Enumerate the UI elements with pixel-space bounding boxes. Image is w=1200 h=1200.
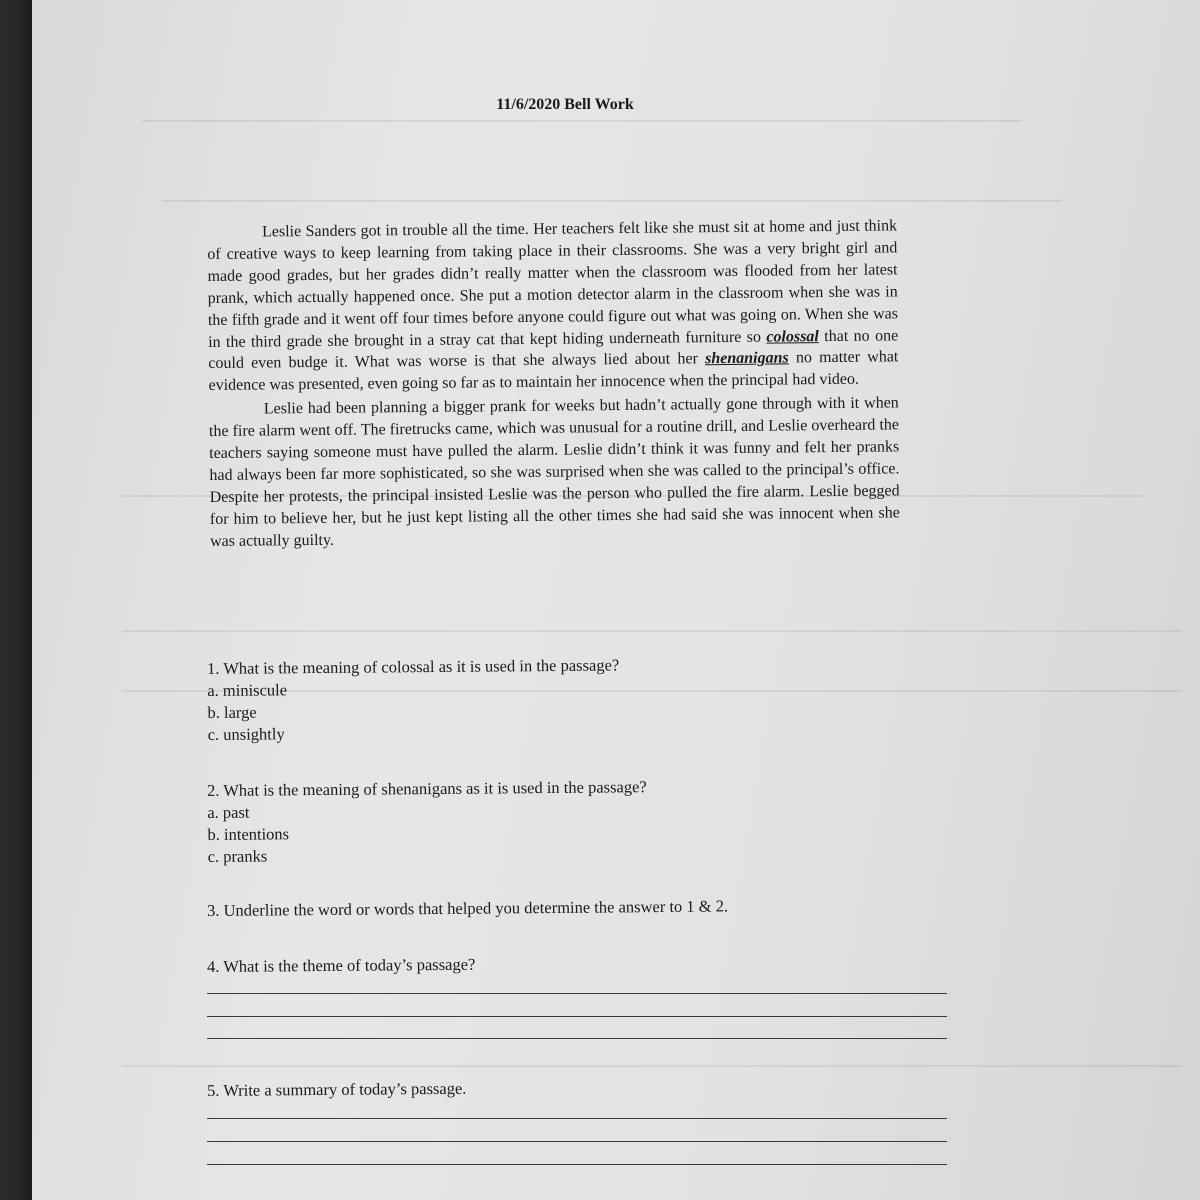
worksheet-title: 11/6/2020 Bell Work [496, 96, 634, 113]
question-stem: 2. What is the meaning of shenanigans as it is used in the passage? [207, 777, 647, 800]
question-stem: 4. What is the theme of today’s passage? [207, 954, 476, 976]
bleed-through-line [142, 120, 1022, 122]
reading-passage [207, 215, 900, 554]
answer-line[interactable] [207, 1118, 947, 1119]
bleed-through-line [162, 200, 1062, 202]
passage-text: no matter what evidence was presented, even going so far as to maintain her innocence when the principal had video. [208, 348, 899, 395]
question-3 [207, 895, 728, 922]
question-2 [207, 776, 647, 868]
answer-option[interactable]: b. intentions [207, 824, 290, 844]
vocab-word-shenanigans: shenanigans [705, 349, 789, 368]
question-stem: 3. Underline the word or words that helped you determine the answer to 1 & 2. [207, 896, 729, 920]
passage-paragraph-2: Leslie had been planning a bigger prank for weeks but hadn’t actually gone through with it when the fire alarm went off. The firetrucks came, which was unusual for a routine drill, and Leslie overheard the teachers saying someone must have pulled the alarm. Leslie didn’t think it was funny and felt her pranks had always been far more sophisticated, so she was surprised when she was called to the principal’s office. Despite her protests, the principal insisted Leslie was the person who pulled the fire alarm. Leslie begged for him to believe her, but he just kept listing all the other times she had said she was innocent when she was actually guilty. [208, 394, 900, 550]
answer-option[interactable]: c. pranks [207, 846, 268, 866]
answer-line[interactable] [207, 1038, 947, 1039]
answer-line[interactable] [207, 1164, 947, 1165]
question-stem: 1. What is the meaning of colossal as it is used in the passage? [207, 655, 620, 678]
answer-line[interactable] [207, 1141, 947, 1142]
worksheet-paper [32, 0, 1200, 1200]
question-5 [207, 1078, 466, 1102]
question-stem: 5. Write a summary of today’s passage. [207, 1078, 467, 1100]
answer-option[interactable]: a. past [207, 802, 250, 822]
passage-text: that no one could even budge it. What was worse is that she always lied about her [208, 326, 899, 373]
bleed-through-line [122, 1065, 1182, 1067]
vocab-word-colossal: colossal [766, 327, 819, 346]
answer-option[interactable]: c. unsightly [207, 724, 285, 744]
passage-paragraph-1 [207, 215, 899, 397]
bleed-through-line [122, 630, 1182, 632]
answer-line[interactable] [207, 1016, 947, 1017]
passage-text: Leslie Sanders got in trouble all the time. Her teachers felt like she must sit at home and just think of creative ways to keep learning from taking place in their classrooms. She was a very bright girl and made good grades, but her grades didn’t really matter when the classroom was flooded from her latest prank, which actually happened once. She put a motion detector alarm in the classroom when she was in the fifth grade and it went off four times before anyone could figure out what was going on. When she was in the third grade she brought in a stray cat that kept hiding underneath furniture so [207, 217, 898, 351]
answer-option[interactable]: a. miniscule [207, 680, 288, 700]
answer-option[interactable]: b. large [207, 702, 257, 722]
question-1 [207, 654, 620, 746]
answer-line[interactable] [207, 993, 947, 994]
question-4 [207, 954, 475, 978]
